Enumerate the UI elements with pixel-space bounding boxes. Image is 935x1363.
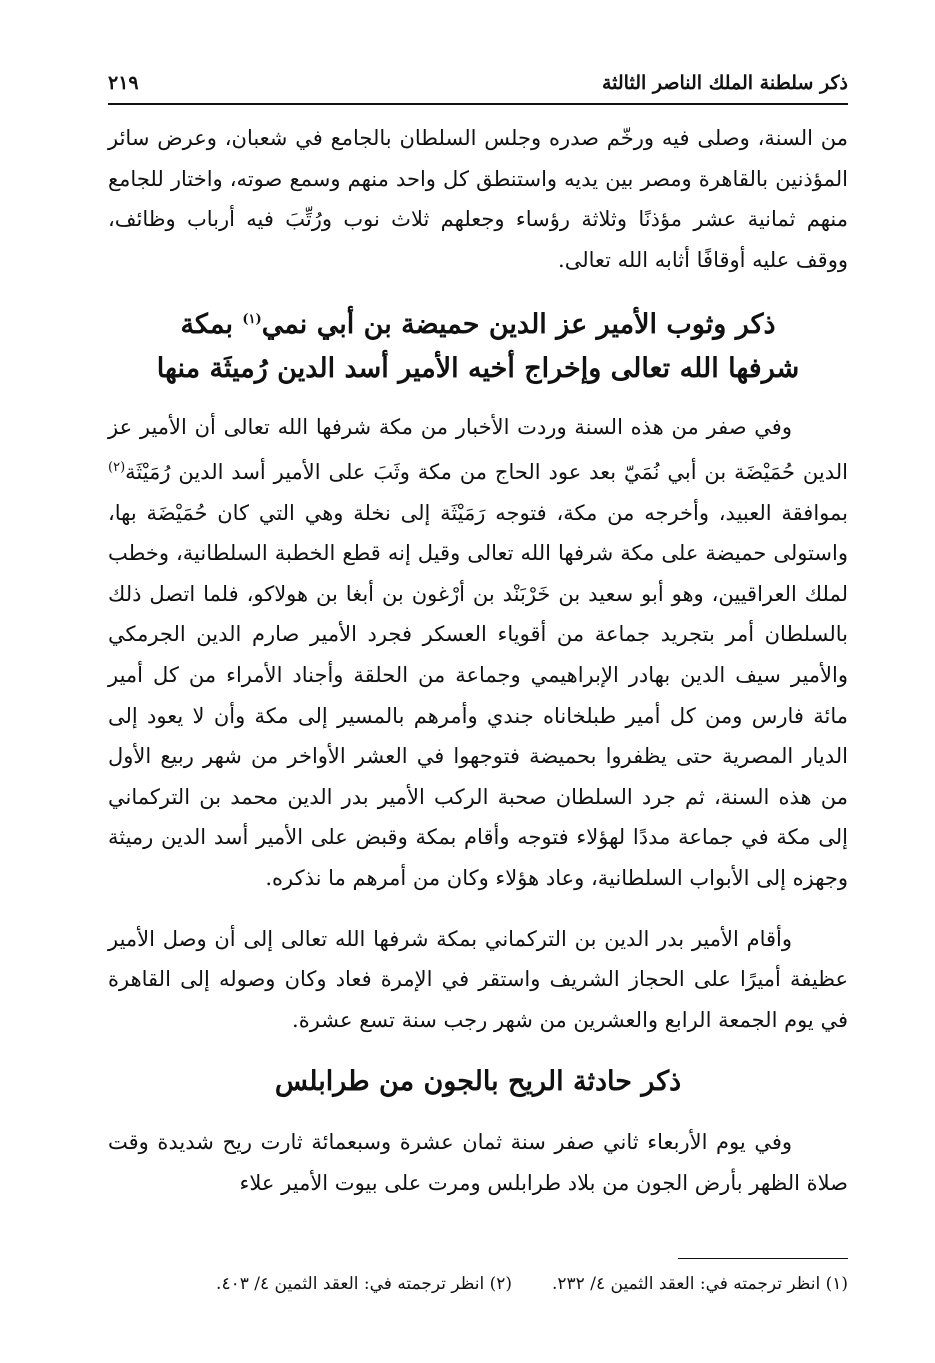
paragraph-3: وأقام الأمير بدر الدين بن التركماني بمكة شرفها الله تعالى إلى أن وصل الأمير عظيفة أميرًا على الحجاز الشريف واستقر في الإمرة فعاد وكان وصوله إلى القاهرة في يوم الجمعة الرابع والعشرين من شهر رجب سنة تسع عشرة. (108, 926, 848, 1032)
page-number: ٢١٩ (108, 72, 139, 94)
paragraph-2 (108, 407, 848, 898)
paragraph-2-part-b: بموافقة العبيد، وأخرجه من مكة، فتوجه رَمَيْثَة إلى نخلة وهي التي كان حُمَيْضَة بها، واستولى حميضة على مكة شرفها الله تعالى وقيل إنه قطع الخطبة السلطانية، وخطب لملك العراقيين، وهو أبو سعيد بن خَرْبَنْد بن أرْغون بن أبغا بن هولاكو، فلما اتصل ذلك بالسلطان أمر بتجريد جماعة من أقوياء العسكر فجرد الأمير صارم الدين الجرمكي والأمير سيف الدين بهادر الإبراهيمي وجماعة من الحلقة وأجناد الأمراء من كل أمير مائة فارس ومن كل أمير طبلخاناه جندي وأمرهم بالمسير إلى مكة وأن لا يعود إلى الديار المصرية حتى يظفروا بحميضة فتوجهوا في العشر الأواخر من شهر ربيع الأول من هذه السنة، ثم جرد السلطان صحبة الركب الأمير بدر الدين محمد بن التركماني إلى مكة في جماعة مددًا لهؤلاء فتوجه وأقام بمكة وقبض على الأمير أسد الدين رميثة وجهزه إلى الأبواب السلطانية، وعاد هؤلاء وكان من أمرهم ما نذكره. (108, 500, 848, 890)
body-text (108, 118, 848, 1203)
heading-line-1-part-a: ذكر وثوب الأمير عز الدين حميضة بن أبي نمي (261, 309, 776, 341)
heading-footnote-ref-1: (١) (242, 312, 262, 328)
footnotes (108, 1270, 848, 1298)
section-heading-wind: ذكر حادثة الريح بالجون من طرابلس (274, 1066, 682, 1098)
page-header (108, 66, 848, 100)
footnote-2: (٢) انظر ترجمته في: العقد الثمين ٤/ ٤٠٣. (216, 1274, 513, 1294)
footnote-rule (678, 1258, 848, 1259)
heading-line-2: شرفها الله تعالى وإخراج أخيه الأمير أسد الدين رُميثَة منها (156, 353, 800, 385)
footnote-ref-2: (٢) (108, 459, 126, 475)
heading-line-1 (180, 309, 775, 340)
running-title: ذكر سلطنة الملك الناصر الثالثة (601, 72, 848, 94)
paragraph-1: من السنة، وصلى فيه ورخّم صدره وجلس السلطان بالجامع في شعبان، وعرض سائر المؤذنين بالقاهرة ومصر بين يديه واستنطق كل واحد منهم وسمع صوته، واختار للجامع منهم ثمانية عشر مؤذنًا وثلاثة رؤساء وجعلهم ثلاث نوب ورُتِّبَ فيه أرباب وظائف، ووقف عليه أوقافًا أثابه الله تعالى. (108, 126, 848, 272)
section-heading-hamida (108, 298, 848, 391)
footnote-1: (١) انظر ترجمته في: العقد الثمين ٤/ ٢٣٢. (552, 1274, 848, 1294)
heading-line-1-part-b: بمكة (180, 309, 243, 341)
paragraph-2-part-a: وفي صفر من هذه السنة وردت الأخبار من مكة شرفها الله تعالى أن الأمير عز الدين حُمَيْضَة بن أبي نُمَيّ بعد عود الحاج من مكة وثَبَ على الأمير أسد الدين رُمَيْثَة (108, 415, 848, 484)
paragraph-4: وفي يوم الأربعاء ثاني صفر سنة ثمان عشرة وسبعمائة ثارت ريح شديدة وقت صلاة الظهر بأرض الجون من بلاد طرابلس ومرت على بيوت الأمير علاء (108, 1130, 848, 1195)
header-rule (108, 103, 848, 105)
